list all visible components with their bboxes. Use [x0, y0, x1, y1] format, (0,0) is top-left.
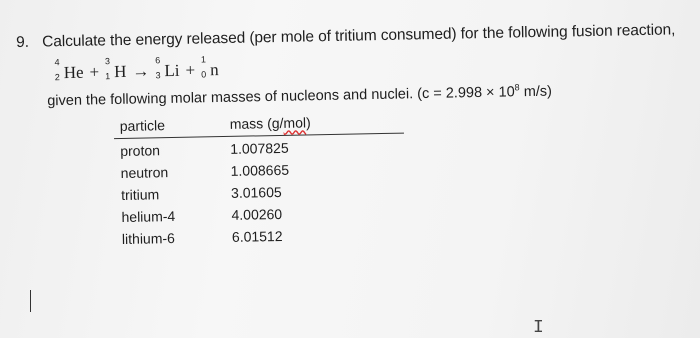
fusion-equation — [54, 54, 219, 83]
nuclide-tritium: 3 1 H — [104, 56, 127, 82]
cell-mass: 1.007825 — [230, 139, 289, 157]
header-particle: particle — [119, 117, 166, 135]
cell-mass: 1.008665 — [230, 161, 290, 179]
exponent: 8 — [514, 82, 520, 93]
reaction-arrow: → — [132, 61, 150, 81]
plus-sign: + — [185, 60, 196, 80]
cell-particle: lithium-6 — [121, 229, 176, 248]
question-text: Calculate the energy released (per mole of tritium consumed) for the following fusion reaction, — [41, 21, 676, 51]
cell-particle: helium-4 — [121, 207, 176, 226]
text-caret — [30, 290, 31, 312]
given-statement: given the following molar masses of nucleons and nuclei. ($c = 2.998 \times 10^8$ m/s) — [47, 82, 553, 110]
cell-mass: 6.01512 — [231, 227, 283, 245]
nuclide-neutron: 1 0 n — [200, 54, 219, 80]
question-line — [16, 21, 675, 52]
nuclide-helium-4: 4 2 He — [54, 57, 84, 83]
spellcheck-word: mol — [283, 114, 307, 131]
question-block — [16, 21, 692, 248]
cell-particle: proton — [120, 142, 161, 160]
table-row — [116, 222, 406, 250]
header-mass: mass (g/mol) — [229, 114, 311, 132]
cell-particle: tritium — [120, 186, 160, 204]
cell-mass: 4.00260 — [231, 205, 283, 223]
ibeam-cursor-icon: I — [533, 318, 544, 338]
nuclide-lithium-6: 6 3 Li — [155, 55, 180, 81]
molar-mass-table — [114, 111, 406, 250]
cell-particle: neutron — [120, 164, 169, 182]
cell-mass: 3.01605 — [230, 183, 282, 201]
question-number: 9. — [16, 33, 30, 51]
plus-sign: + — [89, 62, 100, 82]
